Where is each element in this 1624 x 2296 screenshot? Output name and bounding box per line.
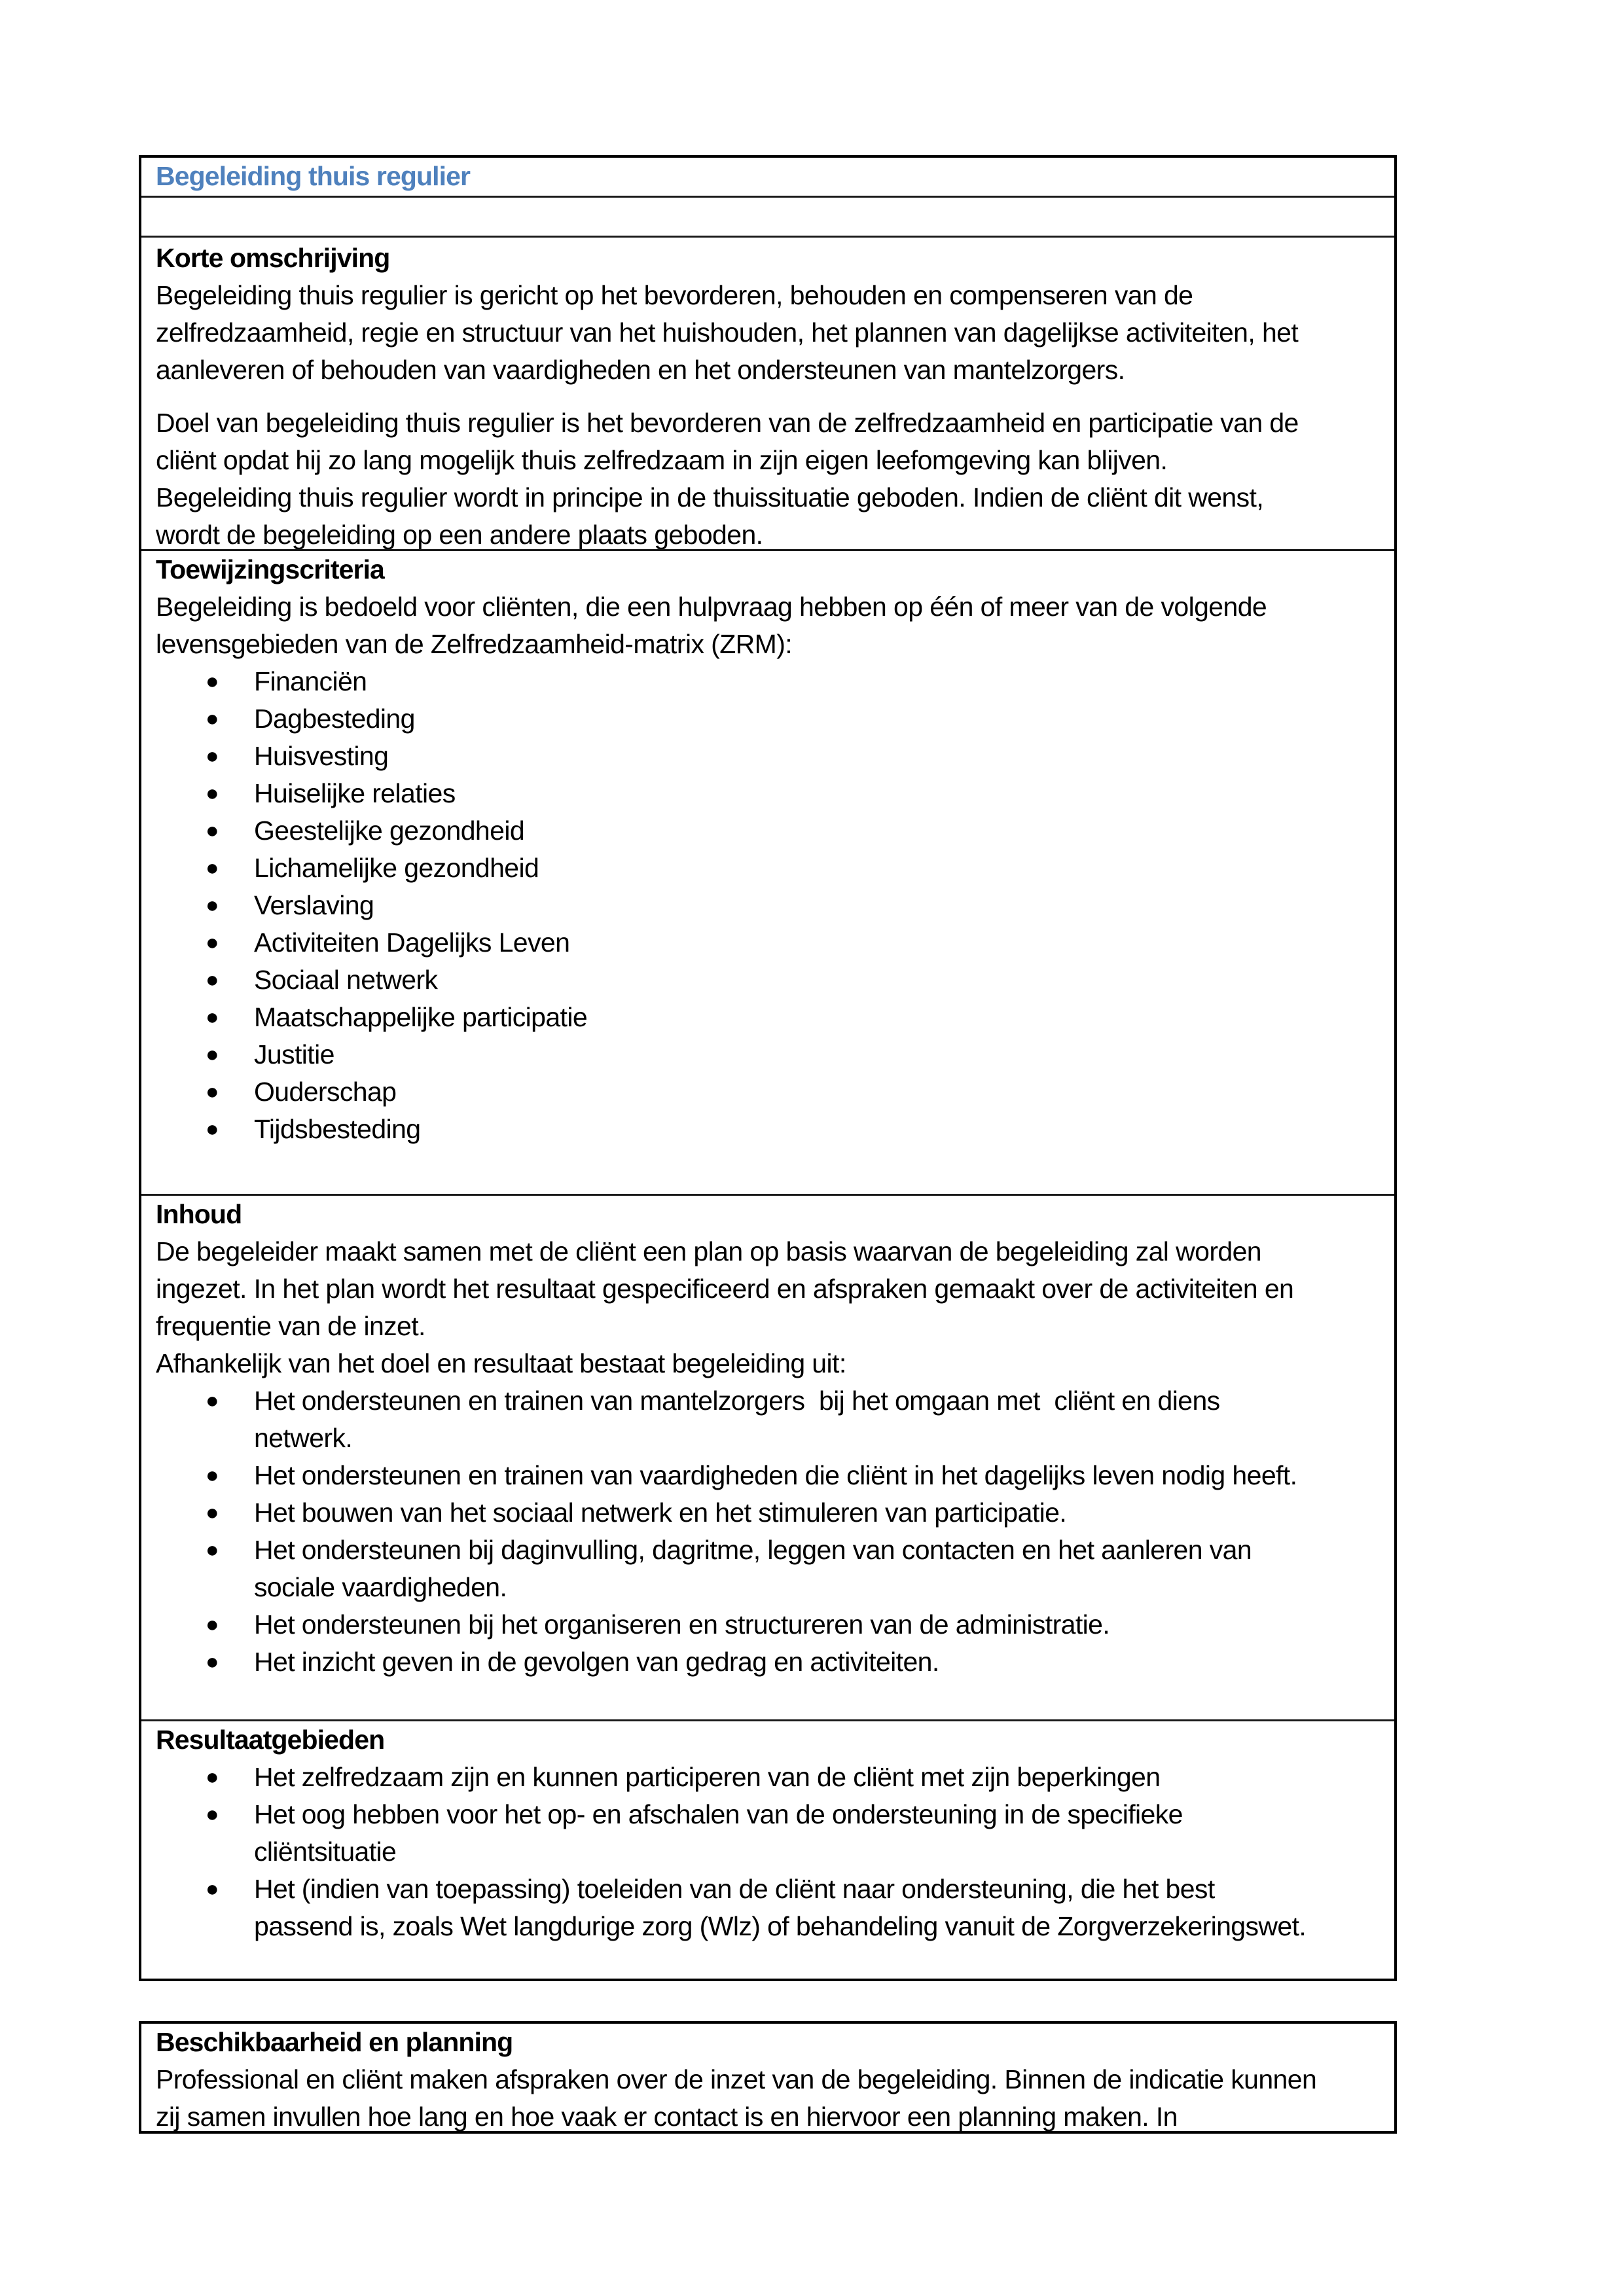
list-item-text: Lichamelijke gezondheid — [254, 853, 539, 883]
paragraph-line: Begeleiding thuis regulier wordt in principe in de thuissituatie geboden. Indien de cliënt dit wenst, — [156, 482, 1264, 512]
list-item — [156, 1796, 1394, 1871]
list-item-text: Het bouwen van het sociaal netwerk en het stimuleren van participatie. — [254, 1498, 1067, 1528]
section-korte-omschrijving — [141, 236, 1394, 549]
list-item-text: Dagbesteding — [254, 704, 415, 734]
bullet-icon: ● — [206, 818, 219, 843]
list-item-text: Huiselijke relaties — [254, 778, 456, 808]
list-item-text: Activiteiten Dagelijks Leven — [254, 927, 570, 958]
bullet-icon: ● — [206, 744, 219, 768]
list-item — [156, 999, 1394, 1036]
planning-table — [139, 2021, 1397, 2134]
bullet-icon: ● — [206, 706, 219, 731]
list-item — [156, 1643, 1394, 1681]
list-item-text: Verslaving — [254, 890, 374, 920]
list-item — [156, 961, 1394, 999]
paragraph-line: zelfredzaamheid, regie en structuur van het huishouden, het plannen van dagelijkse activiteiten, het — [156, 317, 1299, 348]
paragraph-line: De begeleider maakt samen met de cliënt een plan op basis waarvan de begeleiding zal worden — [156, 1236, 1261, 1266]
list-item-text: Sociaal netwerk — [254, 965, 438, 995]
bullet-icon: ● — [206, 1117, 219, 1141]
list-item-text: Het ondersteunen en trainen van vaardigheden die cliënt in het dagelijks leven nodig heeft. — [254, 1460, 1297, 1490]
list-item-text: Justitie — [254, 1039, 334, 1069]
bullet-icon: ● — [206, 1765, 219, 1789]
list-item — [156, 812, 1394, 850]
list-item — [156, 1532, 1394, 1606]
bullet-icon: ● — [206, 1042, 219, 1067]
list-item — [156, 1457, 1394, 1494]
paragraph-line: Begeleiding thuis regulier is gericht op het bevorderen, behouden en compenseren van de — [156, 280, 1193, 310]
main-table — [139, 155, 1397, 1981]
list-item-text: netwerk. — [254, 1423, 353, 1453]
section-inhoud — [141, 1194, 1394, 1719]
list-item-text: Het zelfredzaam zijn en kunnen participeren van de cliënt met zijn beperkingen — [254, 1762, 1161, 1792]
list-item-text: Maatschappelijke participatie — [254, 1002, 588, 1032]
bullet-icon: ● — [206, 1463, 219, 1488]
resultaat-list — [156, 1759, 1394, 1945]
bullet-icon: ● — [206, 1500, 219, 1525]
list-item — [156, 924, 1394, 961]
paragraph-line: cliënt opdat hij zo lang mogelijk thuis zelfredzaam in zijn eigen leefomgeving kan blijven. — [156, 445, 1168, 475]
bullet-icon: ● — [206, 1005, 219, 1030]
paragraph-line: levensgebieden van de Zelfredzaamheid-matrix (ZRM): — [156, 629, 793, 659]
bullet-icon: ● — [206, 1802, 219, 1827]
list-item — [156, 700, 1394, 738]
list-item — [156, 1759, 1394, 1796]
paragraph-line: ingezet. In het plan wordt het resultaat gespecificeerd en afspraken gemaakt over de activiteiten en — [156, 1274, 1294, 1304]
bullet-icon: ● — [206, 1537, 219, 1562]
list-item — [156, 1606, 1394, 1643]
list-item-text: Huisvesting — [254, 741, 389, 771]
list-item — [156, 775, 1394, 812]
paragraph-line: frequentie van de inzet. — [156, 1311, 425, 1341]
bullet-icon: ● — [206, 893, 219, 918]
section-heading: Korte omschrijving — [156, 243, 390, 273]
section-heading: Inhoud — [156, 1199, 242, 1229]
bullet-icon: ● — [206, 855, 219, 880]
section-toewijzingscriteria — [141, 549, 1394, 1194]
list-item — [156, 1382, 1394, 1457]
bullet-icon: ● — [206, 967, 219, 992]
list-item — [156, 1494, 1394, 1532]
title-row — [141, 158, 1394, 196]
paragraph-line: aanleveren of behouden van vaardigheden en het ondersteunen van mantelzorgers. — [156, 355, 1125, 385]
section-resultaatgebieden — [141, 1719, 1394, 1980]
document-title: Begeleiding thuis regulier — [156, 161, 471, 191]
section-heading: Toewijzingscriteria — [156, 554, 384, 584]
list-item-text: Geestelijke gezondheid — [254, 816, 525, 846]
bullet-icon: ● — [206, 669, 219, 694]
list-item-text: Ouderschap — [254, 1077, 397, 1107]
bullet-icon: ● — [206, 1612, 219, 1637]
list-item-text: passend is, zoals Wet langdurige zorg (Wlz) of behandeling vanuit de Zorgverzekeringswet. — [254, 1911, 1307, 1941]
list-item-text: cliëntsituatie — [254, 1837, 397, 1867]
paragraph-line: Afhankelijk van het doel en resultaat bestaat begeleiding uit: — [156, 1348, 846, 1378]
empty-row — [141, 196, 1394, 236]
list-item — [156, 663, 1394, 700]
paragraph-line: Begeleiding is bedoeld voor cliënten, die een hulpvraag hebben op één of meer van de volgende — [156, 592, 1267, 622]
list-item-text: Het inzicht geven in de gevolgen van gedrag en activiteiten. — [254, 1647, 939, 1677]
section-heading: Beschikbaarheid en planning — [156, 2027, 513, 2057]
list-item — [156, 887, 1394, 924]
bullet-icon: ● — [206, 1079, 219, 1104]
paragraph-line: Doel van begeleiding thuis regulier is het bevorderen van de zelfredzaamheid en participatie van de — [156, 408, 1299, 438]
inhoud-list — [156, 1382, 1394, 1681]
bullet-icon: ● — [206, 930, 219, 955]
list-item — [156, 1036, 1394, 1073]
section-beschikbaarheid — [141, 2024, 1394, 2136]
list-item — [156, 1871, 1394, 1945]
paragraph-line: zij samen invullen hoe lang en hoe vaak er contact is en hiervoor een planning maken. In — [156, 2102, 1178, 2132]
list-item-text: sociale vaardigheden. — [254, 1572, 507, 1602]
bullet-icon: ● — [206, 1388, 219, 1413]
zrm-list — [156, 663, 1394, 1148]
bullet-icon: ● — [206, 1876, 219, 1901]
bullet-icon: ● — [206, 1649, 219, 1674]
list-item-text: Het ondersteunen bij het organiseren en structureren van de administratie. — [254, 1609, 1110, 1640]
list-item — [156, 1111, 1394, 1148]
list-item-text: Het oog hebben voor het op- en afschalen van de ondersteuning in de specifieke — [254, 1799, 1183, 1829]
list-item-text: Het ondersteunen en trainen van mantelzorgers bij het omgaan met cliënt en diens — [254, 1386, 1220, 1416]
bullet-icon: ● — [206, 781, 219, 806]
section-heading: Resultaatgebieden — [156, 1725, 385, 1755]
list-item-text: Financiën — [254, 666, 367, 696]
paragraph-line: wordt de begeleiding op een andere plaats geboden. — [156, 520, 763, 550]
paragraph-line: Professional en cliënt maken afspraken over de inzet van de begeleiding. Binnen de indicatie kunnen — [156, 2064, 1317, 2094]
list-item — [156, 1073, 1394, 1111]
list-item-text: Het (indien van toepassing) toeleiden van de cliënt naar ondersteuning, die het best — [254, 1874, 1215, 1904]
list-item-text: Het ondersteunen bij daginvulling, dagritme, leggen van contacten en het aanleren van — [254, 1535, 1252, 1565]
list-item-text: Tijdsbesteding — [254, 1114, 421, 1144]
list-item — [156, 850, 1394, 887]
list-item — [156, 738, 1394, 775]
